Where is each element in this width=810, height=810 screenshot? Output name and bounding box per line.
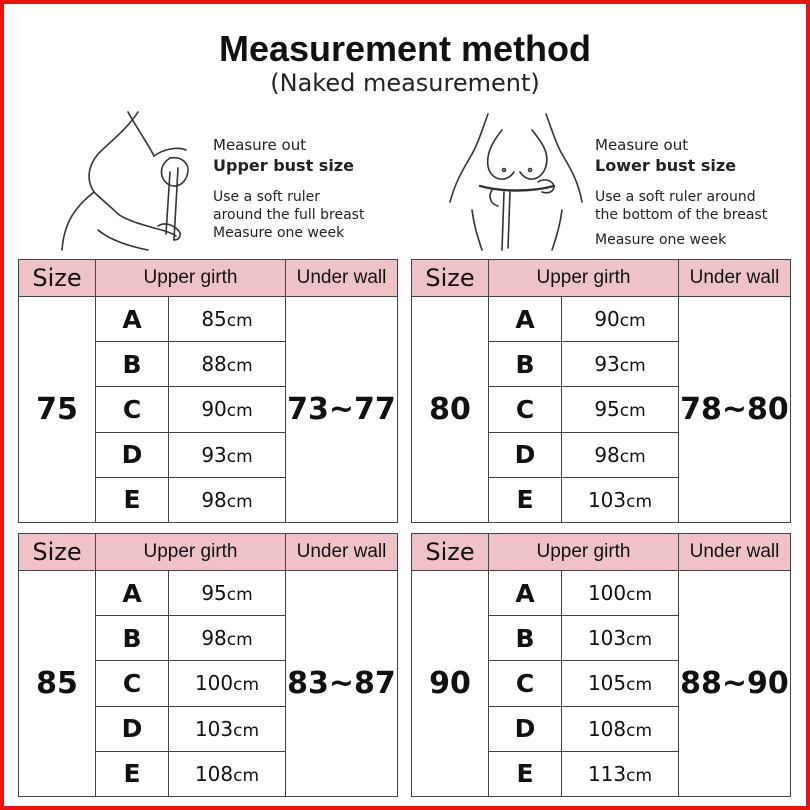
cup-letter: D bbox=[95, 432, 169, 478]
girth-value: 100 bbox=[194, 671, 234, 696]
size-table-85 bbox=[18, 533, 398, 797]
girth-unit: cm bbox=[626, 720, 653, 741]
upper-girth-cell bbox=[168, 477, 286, 523]
cup-letter: B bbox=[488, 615, 562, 661]
size-table-80 bbox=[411, 259, 791, 523]
upper-girth-cell bbox=[561, 615, 679, 661]
lower-instr-title: Lower bust size bbox=[595, 156, 737, 175]
upper-girth-cell bbox=[561, 296, 679, 342]
cup-letter: A bbox=[488, 570, 562, 616]
band-size-value: 80 bbox=[411, 296, 489, 523]
upper-girth-cell bbox=[561, 477, 679, 523]
header-under-wall: Under wall bbox=[678, 259, 791, 297]
girth-value: 95 bbox=[594, 397, 620, 422]
lower-instr-line4: the bottom of the breast bbox=[595, 207, 768, 223]
girth-value: 90 bbox=[201, 397, 227, 422]
band-size-value: 75 bbox=[18, 296, 96, 523]
upper-girth-cell bbox=[168, 432, 286, 478]
cup-letter: A bbox=[95, 570, 169, 616]
upper-girth-cell bbox=[561, 432, 679, 478]
lower-bust-instructions bbox=[595, 136, 767, 249]
upper-instr-line5: Measure one week bbox=[213, 225, 345, 241]
girth-unit: cm bbox=[626, 675, 653, 696]
size-table-75 bbox=[18, 259, 398, 523]
girth-unit: cm bbox=[226, 401, 253, 422]
upper-girth-cell bbox=[168, 751, 286, 797]
girth-value: 85 bbox=[201, 307, 227, 332]
girth-unit: cm bbox=[619, 401, 646, 422]
band-size-value: 85 bbox=[18, 570, 96, 797]
girth-value: 105 bbox=[587, 671, 627, 696]
lower-instr-line1: Measure out bbox=[595, 136, 689, 154]
upper-girth-cell bbox=[561, 706, 679, 752]
girth-unit: cm bbox=[626, 630, 653, 651]
girth-value: 90 bbox=[594, 307, 620, 332]
girth-unit: cm bbox=[226, 311, 253, 332]
page-subtitle: (Naked measurement) bbox=[270, 69, 540, 97]
girth-value: 93 bbox=[594, 352, 620, 377]
upper-girth-cell bbox=[561, 660, 679, 706]
girth-value: 108 bbox=[587, 716, 627, 741]
cup-letter: A bbox=[95, 296, 169, 342]
band-size-value: 90 bbox=[411, 570, 489, 797]
girth-unit: cm bbox=[233, 720, 260, 741]
girth-value: 103 bbox=[194, 716, 234, 741]
cup-letter: C bbox=[95, 660, 169, 706]
cup-letter: D bbox=[488, 706, 562, 752]
under-wall-range: 83~87 bbox=[285, 570, 398, 797]
girth-unit: cm bbox=[626, 585, 653, 606]
upper-girth-cell bbox=[168, 386, 286, 432]
header-upper-girth: Upper girth bbox=[488, 259, 679, 297]
header-upper-girth: Upper girth bbox=[95, 259, 286, 297]
girth-unit: cm bbox=[226, 630, 253, 651]
girth-unit: cm bbox=[233, 765, 260, 786]
upper-girth-cell bbox=[168, 660, 286, 706]
lower-bust-measuring-figure-icon bbox=[442, 110, 592, 255]
cup-letter: E bbox=[95, 477, 169, 523]
cup-letter: B bbox=[95, 341, 169, 387]
girth-value: 100 bbox=[587, 581, 627, 606]
under-wall-range: 73~77 bbox=[285, 296, 398, 523]
girth-unit: cm bbox=[226, 356, 253, 377]
size-table-90 bbox=[411, 533, 791, 797]
girth-value: 88 bbox=[201, 352, 227, 377]
girth-value: 103 bbox=[587, 626, 627, 651]
lower-instr-line5: Measure one week bbox=[595, 232, 727, 248]
upper-girth-cell bbox=[168, 296, 286, 342]
cup-letter: B bbox=[95, 615, 169, 661]
cup-letter: D bbox=[95, 706, 169, 752]
girth-value: 103 bbox=[587, 487, 627, 512]
upper-girth-cell bbox=[168, 341, 286, 387]
cup-letter: B bbox=[488, 341, 562, 387]
header-size: Size bbox=[411, 533, 489, 571]
girth-value: 113 bbox=[587, 761, 627, 786]
upper-girth-cell bbox=[561, 341, 679, 387]
lower-instr-line3: Use a soft ruler around bbox=[595, 189, 756, 205]
page-title: Measurement method bbox=[218, 28, 592, 69]
cup-letter: D bbox=[488, 432, 562, 478]
upper-instr-line4: around the full breast bbox=[213, 207, 365, 223]
girth-value: 98 bbox=[201, 487, 227, 512]
header-size: Size bbox=[411, 259, 489, 297]
header-under-wall: Under wall bbox=[285, 259, 398, 297]
upper-girth-cell bbox=[168, 615, 286, 661]
upper-bust-instructions bbox=[213, 136, 364, 242]
upper-girth-cell bbox=[561, 751, 679, 797]
cup-letter: E bbox=[488, 477, 562, 523]
girth-unit: cm bbox=[226, 491, 253, 512]
girth-unit: cm bbox=[626, 765, 653, 786]
upper-bust-measuring-figure-icon bbox=[58, 110, 208, 255]
girth-unit: cm bbox=[619, 446, 646, 467]
header-size: Size bbox=[18, 533, 96, 571]
cup-letter: E bbox=[95, 751, 169, 797]
header-upper-girth: Upper girth bbox=[95, 533, 286, 571]
girth-unit: cm bbox=[619, 311, 646, 332]
upper-girth-cell bbox=[168, 570, 286, 616]
cup-letter: C bbox=[488, 660, 562, 706]
girth-value: 108 bbox=[194, 761, 234, 786]
under-wall-range: 78~80 bbox=[678, 296, 791, 523]
girth-value: 95 bbox=[201, 581, 227, 606]
girth-value: 98 bbox=[201, 626, 227, 651]
upper-instr-title: Upper bust size bbox=[213, 156, 354, 175]
girth-value: 98 bbox=[594, 442, 620, 467]
girth-unit: cm bbox=[619, 356, 646, 377]
cup-letter: C bbox=[95, 386, 169, 432]
upper-instr-line3: Use a soft ruler bbox=[213, 189, 321, 205]
cup-letter: E bbox=[488, 751, 562, 797]
girth-value: 93 bbox=[201, 442, 227, 467]
upper-girth-cell bbox=[561, 570, 679, 616]
upper-instr-line1: Measure out bbox=[213, 136, 307, 154]
girth-unit: cm bbox=[226, 446, 253, 467]
girth-unit: cm bbox=[233, 675, 260, 696]
header-under-wall: Under wall bbox=[678, 533, 791, 571]
header-under-wall: Under wall bbox=[285, 533, 398, 571]
header-size: Size bbox=[18, 259, 96, 297]
header-upper-girth: Upper girth bbox=[488, 533, 679, 571]
upper-girth-cell bbox=[168, 706, 286, 752]
under-wall-range: 88~90 bbox=[678, 570, 791, 797]
girth-unit: cm bbox=[226, 585, 253, 606]
upper-girth-cell bbox=[561, 386, 679, 432]
cup-letter: C bbox=[488, 386, 562, 432]
cup-letter: A bbox=[488, 296, 562, 342]
girth-unit: cm bbox=[626, 491, 653, 512]
